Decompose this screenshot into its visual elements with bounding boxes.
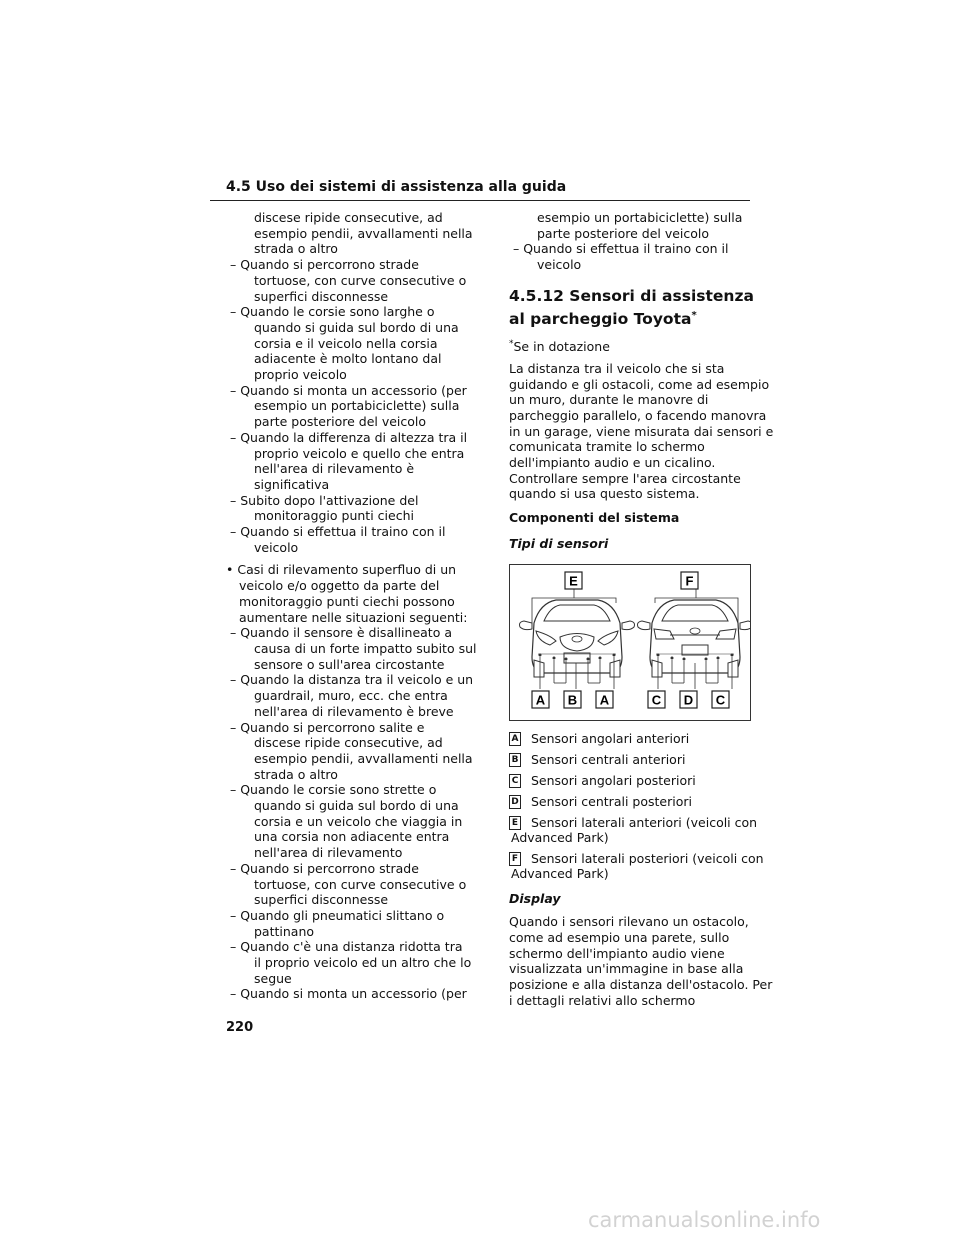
dash-list-2 — [226, 625, 476, 1002]
text-line: – Quando si monta un accessorio (per — [230, 382, 467, 398]
text-line: tortuose, con curve consecutive o — [254, 272, 467, 288]
sensor-types-heading: Tipi di sensori — [509, 535, 609, 551]
page-number: 220 — [226, 1020, 254, 1035]
label-D: D — [683, 692, 694, 708]
text-line: – Quando si percorrono strade — [230, 257, 419, 273]
label-B: B — [567, 692, 578, 708]
text-line: – Subito dopo l'attivazione del — [230, 492, 419, 508]
text-line: quando si usa questo sistema. — [509, 486, 700, 502]
text-line: – Quando si effettua il traino con il — [513, 241, 729, 257]
list-item — [509, 241, 754, 272]
list-item — [226, 257, 476, 304]
legend-text: Sensori centrali anteriori — [531, 751, 686, 767]
text-line: causa di un forte impatto subito sul — [254, 640, 477, 656]
list-item — [226, 861, 476, 908]
section-title: 4.5.12 Sensori di assistenza al parcheggio Toyota* — [509, 286, 754, 328]
legend-text: Sensori laterali anteriori (veicoli con — [531, 814, 758, 830]
components-heading: Componenti del sistema — [509, 510, 680, 526]
list-item — [226, 304, 476, 383]
text-line: proprio veicolo e quello che entra — [254, 445, 465, 461]
text-line: pattinano — [254, 923, 315, 939]
text-line: guardrail, muro, ecc. che entra — [254, 688, 448, 704]
watermark: carmanualsonline.info — [588, 1208, 821, 1232]
list-item — [226, 430, 476, 493]
legend-text: Sensori laterali posteriori (veicoli con — [531, 850, 764, 866]
text-line: superfici disconnesse — [254, 892, 389, 908]
label-C-right: C — [715, 692, 726, 708]
text-line: monitoraggio punti ciechi — [254, 508, 414, 524]
list-item — [226, 383, 476, 430]
text-line: – Quando il sensore è disallineato a — [230, 625, 452, 641]
text-line: dell'impianto audio e un cicalino. — [509, 455, 716, 471]
text-line: discese ripide consecutive, ad — [254, 735, 443, 751]
text-line: – Quando c'è una distanza ridotta tra — [230, 939, 463, 955]
text-line: parte posteriore del veicolo — [254, 414, 427, 430]
text-line: strada o altro — [254, 241, 338, 257]
text-line: – Quando si percorrono strade — [230, 860, 419, 876]
list-item — [226, 493, 476, 524]
sensor-legend — [509, 730, 764, 881]
list-item — [226, 625, 476, 672]
sensor-figure — [509, 564, 751, 721]
legend-text: Advanced Park) — [511, 829, 609, 845]
text-line: parcheggio parallelo, o facendo manovra — [509, 407, 767, 423]
legend-text: Sensori angolari anteriori — [531, 730, 690, 746]
label-A-left: A — [535, 692, 546, 708]
text-line: discese ripide consecutive, ad — [254, 210, 443, 225]
legend-text: Advanced Park) — [511, 865, 609, 881]
text-line: un muro, durante le manovre di — [509, 392, 709, 408]
label-A-right: A — [599, 692, 610, 708]
text-line: tortuose, con curve consecutive o — [254, 876, 467, 892]
text-line: esempio un portabiciclette) sulla — [537, 210, 743, 225]
list-item — [226, 524, 476, 555]
text-line: nell'area di rilevamento — [254, 845, 403, 861]
legend-key: D — [509, 795, 521, 809]
text-line: veicolo e/o oggetto da parte del — [239, 578, 440, 594]
text-line: posizione e alla distanza dell'ostacolo. Per — [509, 977, 773, 993]
text-line: schermo dell'impianto audio viene — [509, 945, 725, 961]
text-line: • Casi di rilevamento superfluo di un — [226, 562, 457, 578]
text-line: nell'area di rilevamento è breve — [254, 703, 454, 719]
left-column — [226, 210, 476, 1002]
text-line: i dettagli relativi allo schermo — [509, 992, 696, 1008]
text-line: come ad esempio una parete, sullo — [509, 929, 730, 945]
text-line: – Quando si percorrono salite e — [230, 719, 425, 735]
section-asterisk: * — [691, 309, 697, 321]
continuation-text — [226, 210, 476, 257]
text-line: Controllare sempre l'area circostante — [509, 470, 741, 486]
legend-key: B — [509, 753, 521, 767]
text-line: il proprio veicolo ed un altro che lo — [254, 955, 472, 971]
list-item — [226, 939, 476, 986]
right-column — [509, 210, 774, 1016]
text-line: una corsia non adiacente entra — [254, 829, 450, 845]
text-line: – Quando la distanza tra il veicolo e un — [230, 672, 474, 688]
text-line: strada o altro — [254, 766, 338, 782]
legend-key: E — [509, 816, 521, 830]
text-line: esempio un portabiciclette) sulla — [254, 398, 460, 414]
legend-item — [509, 731, 754, 746]
list-item — [226, 720, 476, 783]
continuation-text — [509, 210, 754, 241]
text-line: significativa — [254, 476, 330, 492]
text-line: aumentare nelle situazioni seguenti: — [239, 609, 468, 625]
footnote-asterisk: * — [509, 338, 514, 349]
label-F: F — [685, 573, 694, 589]
text-line: – Quando gli pneumatici slittano o — [230, 907, 445, 923]
rear-car-illustration — [638, 589, 751, 689]
front-car-illustration — [520, 589, 635, 689]
legend-key: A — [509, 732, 521, 746]
label-E: E — [569, 573, 578, 589]
legend-item — [509, 773, 754, 788]
legend-item — [509, 814, 758, 845]
text-line: – Quando le corsie sono strette o — [230, 782, 437, 798]
text-line: quando si guida sul bordo di una — [254, 319, 459, 335]
legend-item — [509, 850, 764, 881]
text-line: adiacente è molto lontano dal — [254, 351, 442, 367]
text-line: – Quando si monta un accessorio (per — [230, 986, 467, 1002]
text-line: – Quando la differenza di altezza tra il — [230, 429, 468, 445]
text-line: esempio pendii, avvallamenti nella — [254, 225, 473, 241]
text-line: nell'area di rilevamento è — [254, 461, 415, 477]
list-item — [226, 672, 476, 719]
display-paragraph — [509, 914, 773, 1008]
text-line: veicolo — [537, 257, 582, 273]
display-heading: Display — [509, 890, 561, 906]
header-title: 4.5 Uso dei sistemi di assistenza alla guida — [226, 179, 567, 195]
text-line: La distanza tra il veicolo che si sta — [509, 360, 725, 376]
dash-list-1 — [226, 257, 476, 555]
list-item — [226, 908, 476, 939]
sensor-diagram — [510, 565, 750, 720]
availability-note: *Se in dotazione — [509, 338, 610, 355]
text-line: proprio veicolo — [254, 367, 347, 383]
text-line: esempio pendii, avvallamenti nella — [254, 750, 473, 766]
list-item — [226, 782, 476, 861]
text-line: segue — [254, 970, 292, 986]
text-line: – Quando si effettua il traino con il — [230, 524, 446, 540]
bullet-item — [226, 562, 476, 625]
legend-item — [509, 752, 754, 767]
legend-key: F — [509, 852, 521, 866]
text-line: parte posteriore del veicolo — [537, 225, 710, 241]
legend-item — [509, 794, 754, 809]
text-line: monitoraggio punti ciechi possono — [239, 593, 455, 609]
text-line: sensore o sull'area circostante — [254, 656, 445, 672]
text-line: corsia e il veicolo nella corsia — [254, 335, 438, 351]
text-line: Quando i sensori rilevano un ostacolo, — [509, 914, 749, 930]
text-line: guidando e gli ostacoli, come ad esempio — [509, 376, 770, 392]
text-line: superfici disconnesse — [254, 288, 389, 304]
label-C-left: C — [651, 692, 662, 708]
text-line: comunicata tramite lo schermo — [509, 439, 705, 455]
page-header — [210, 178, 750, 201]
text-line: veicolo — [254, 539, 299, 555]
text-line: corsia e un veicolo che viaggia in — [254, 813, 463, 829]
text-line: visualizzata un'immagine in base alla — [509, 961, 744, 977]
legend-key: C — [509, 774, 521, 788]
legend-text: Sensori angolari posteriori — [531, 772, 696, 788]
text-line: – Quando le corsie sono larghe o — [230, 304, 435, 320]
legend-text: Sensori centrali posteriori — [531, 793, 692, 809]
intro-paragraph — [509, 360, 774, 502]
text-line: in un garage, viene misurata dai sensori e — [509, 423, 774, 439]
list-item — [226, 986, 476, 1002]
text-line: quando si guida sul bordo di una — [254, 798, 459, 814]
